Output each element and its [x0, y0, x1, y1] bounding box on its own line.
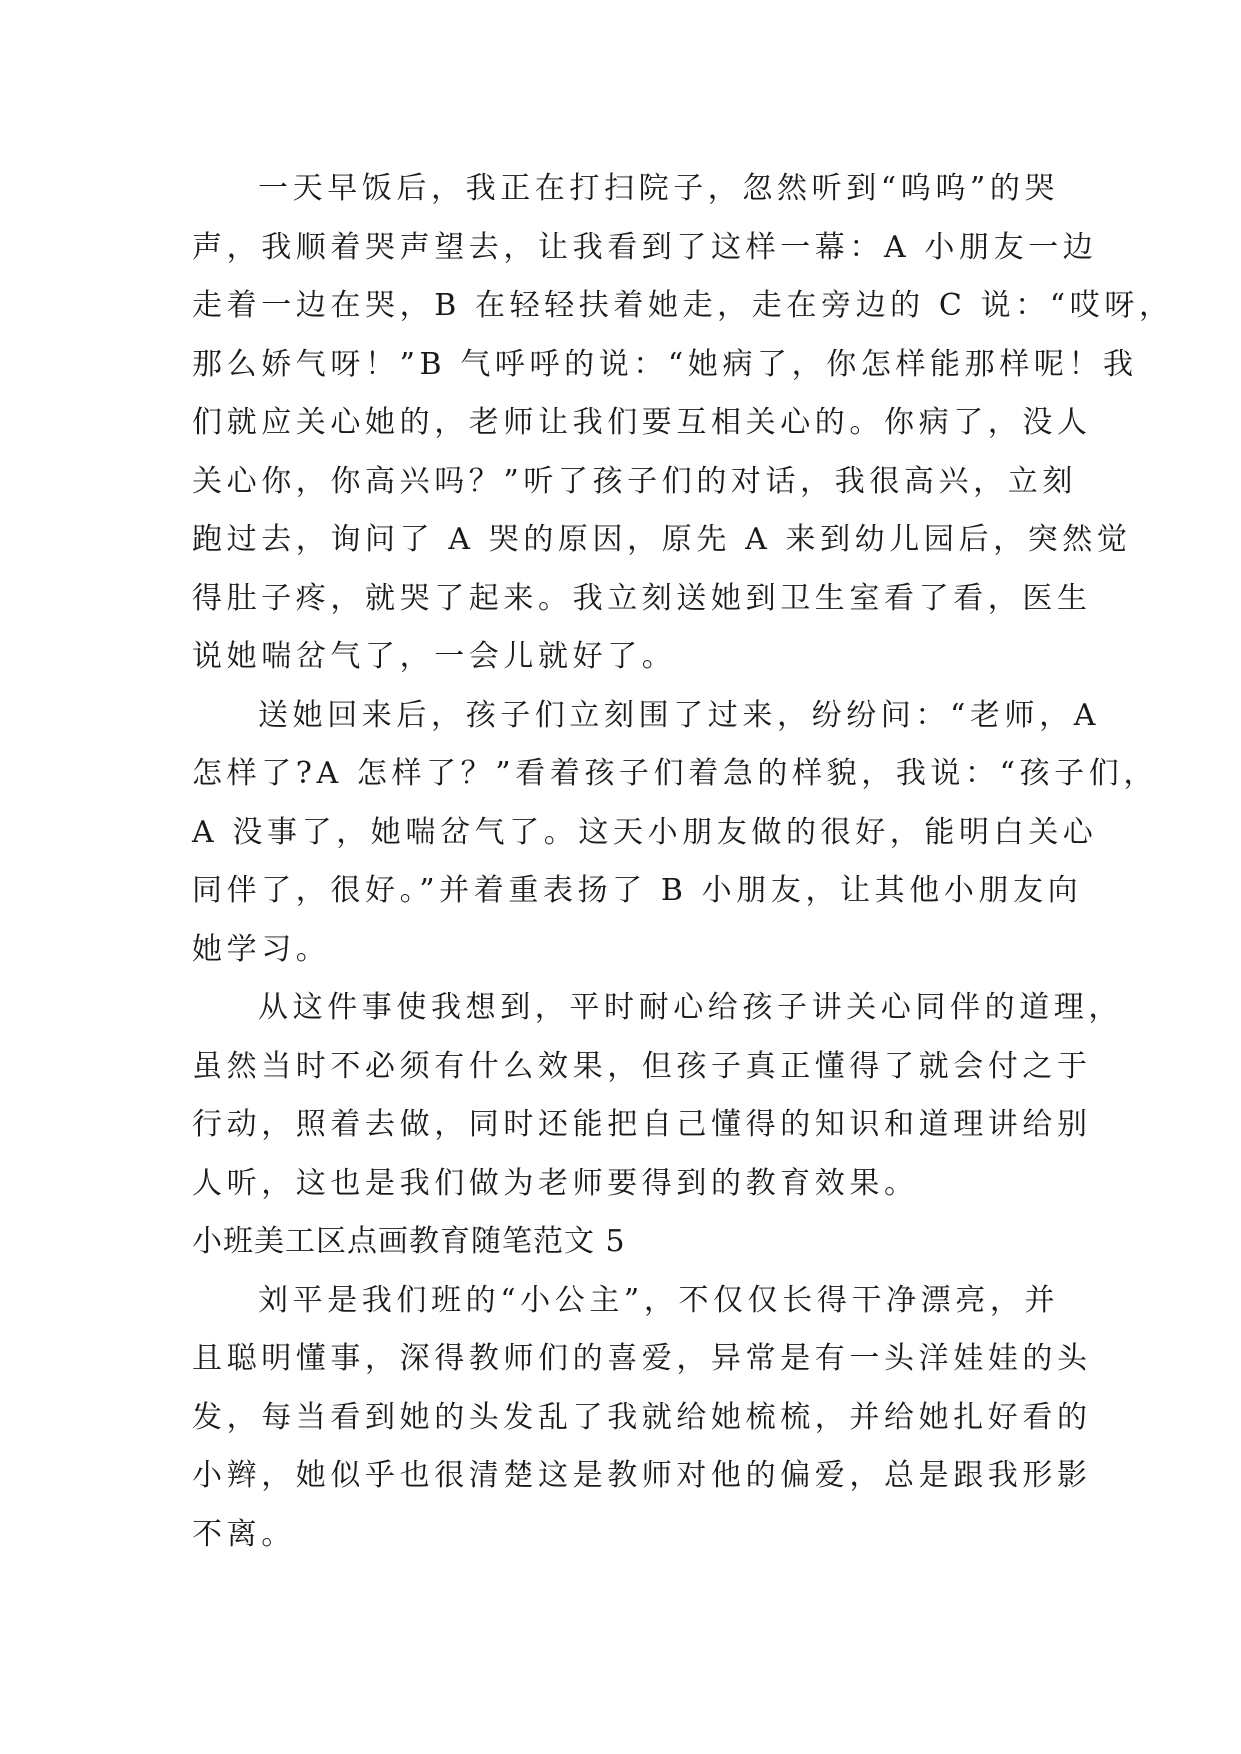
- paragraph-4: [192, 1272, 1092, 1565]
- text-line: 关心你，你高兴吗？”听了孩子们的对话，我很高兴，立刻: [192, 463, 1077, 499]
- paragraph-3: [192, 979, 1123, 1213]
- document-page: [192, 160, 1174, 1564]
- text-line: 刘平是我们班的“小公主”，不仅仅长得干净漂亮，并: [258, 1282, 1060, 1318]
- text-line: 虽然当时不必须有什么效果，但孩子真正懂得了就会付之于: [192, 1048, 1092, 1084]
- text-line: 不离。: [192, 1516, 296, 1552]
- text-line: 发，每当看到她的头发乱了我就给她梳梳，并给她扎好看的: [192, 1399, 1092, 1435]
- paragraph-2: [192, 687, 1158, 980]
- text-line: 说她喘岔气了，一会儿就好了。: [192, 639, 677, 674]
- text-line: 怎样了?A 怎样了？”看着孩子们着急的样貌，我说：“孩子们，: [192, 756, 1158, 791]
- text-line: 行动，照着去做，同时还能把自己懂得的知识和道理讲给别: [192, 1107, 1092, 1142]
- section-heading-block: [192, 1213, 1062, 1272]
- text-line: 同伴了，很好。”并着重表扬了 B 小朋友，让其他小朋友向: [192, 873, 1083, 908]
- text-line: A 没事了，她喘岔气了。这天小朋友做的很好，能明白关心: [192, 814, 1098, 850]
- text-line: 那么娇气呀！”B 气呼呼的说：“她病了，你怎样能那样呢！我: [192, 346, 1138, 382]
- section-heading: 小班美工区点画教育随笔范文 5: [192, 1224, 626, 1259]
- text-line: 人听，这也是我们做为老师要得到的教育效果。: [192, 1165, 919, 1201]
- text-line: 一天早饭后，我正在打扫院子，忽然听到“呜呜”的哭: [258, 171, 1060, 206]
- text-line: 从这件事使我想到，平时耐心给孩子讲关心同伴的道理，: [258, 990, 1123, 1025]
- text-line: 声，我顺着哭声望去，让我看到了这样一幕：A 小朋友一边: [192, 229, 1098, 265]
- text-line: 小辫，她似乎也很清楚这是教师对他的偏爱，总是跟我形影: [192, 1458, 1092, 1493]
- text-line: 送她回来后，孩子们立刻围了过来，纷纷问：“老师，A: [258, 697, 1101, 733]
- text-line: 得肚子疼，就哭了起来。我立刻送她到卫生室看了看，医生: [192, 580, 1092, 616]
- text-line: 她学习。: [192, 931, 331, 967]
- text-line: 们就应关心她的，老师让我们要互相关心的。你病了，没人: [192, 405, 1092, 440]
- text-line: 跑过去，询问了 A 哭的原因，原先 A 来到幼儿园后，突然觉: [192, 522, 1132, 557]
- text-line: 走着一边在哭，B 在轻轻扶着她走，走在旁边的 C 说：“哎呀，: [192, 288, 1174, 323]
- paragraph-1: [192, 160, 1174, 687]
- text-line: 且聪明懂事，深得教师们的喜爱，异常是有一头洋娃娃的头: [192, 1341, 1092, 1376]
